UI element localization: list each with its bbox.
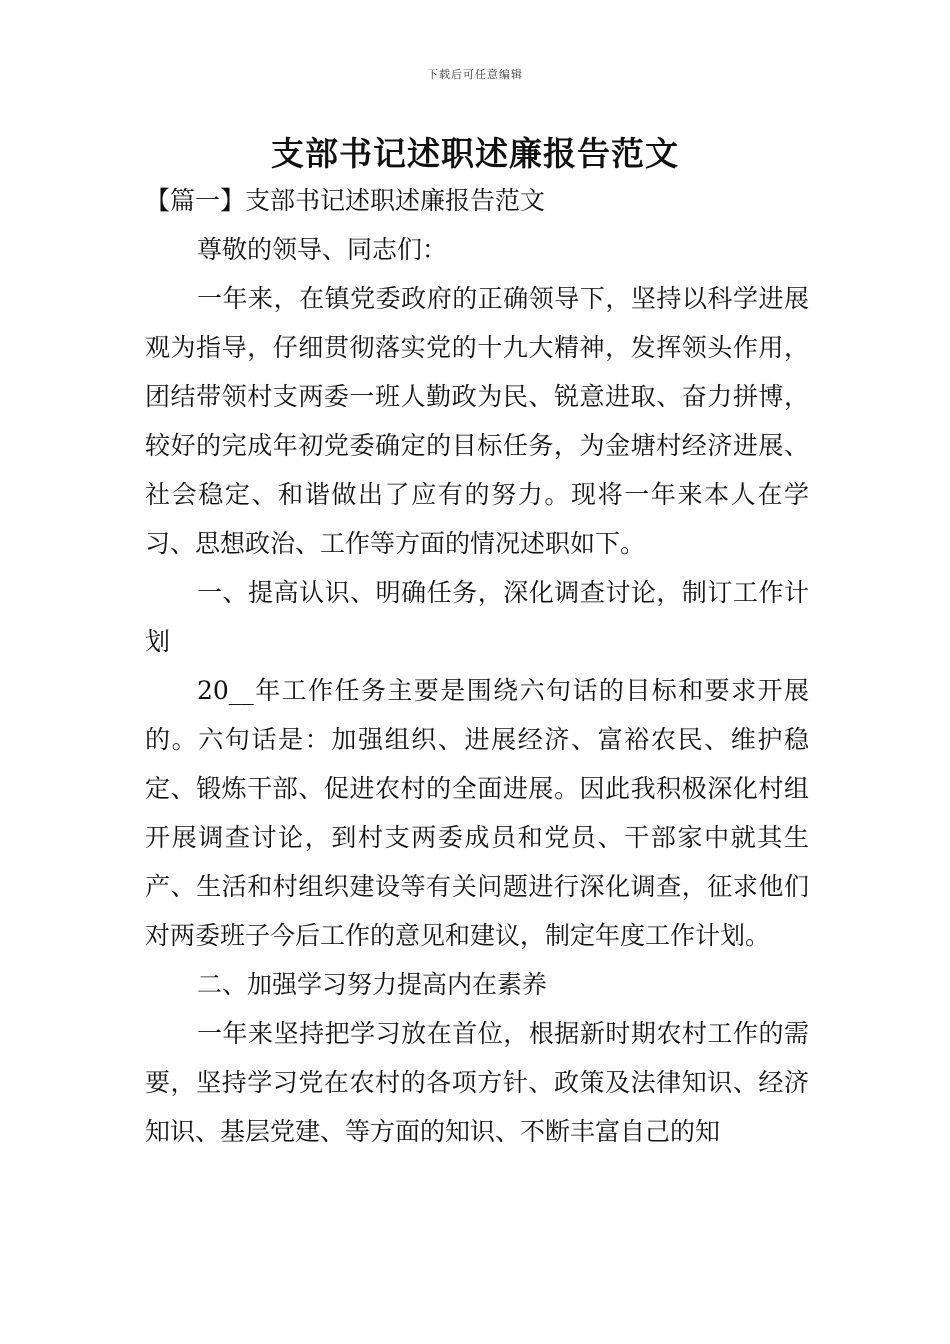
- body-paragraph: 一年来坚持把学习放在首位，根据新时期农村工作的需要，坚持学习党在农村的各项方针、政策及法律知识、经济知识、基层党建、等方面的知识、不断丰富自己的知: [145, 1019, 809, 1146]
- document-title: 支部书记述职述廉报告范文: [271, 134, 679, 173]
- body-paragraph: 一年来，在镇党委政府的正确领导下，坚持以科学进展观为指导，仔细贯彻落实党的十九大精神，发挥领头作用，团结带领村支两委一班人勤政为民、锐意进取、奋力拼博，较好的完成年初党委确定的目标任务，为金塘村经济进展、社会稳定、和谐做出了应有的努力。现将一年来本人在学习、思想政治、工作等方面的情况述职如下。: [145, 284, 809, 558]
- section-heading: 二、加强学习努力提高内在素养: [197, 970, 548, 999]
- salutation-paragraph: 尊敬的领导、同志们：: [197, 235, 448, 264]
- section-label: 【篇一】支部书记述职述廉报告范文: [145, 186, 546, 215]
- section-heading: 一、提高认识、明确任务，深化调查讨论，制订工作计划: [145, 578, 809, 656]
- body-paragraph: 20__年工作任务主要是围绕六句话的目标和要求开展的。六句话是：加强组织、进展经济、富裕农民、维护稳定、锻炼干部、促进农村的全面进展。因此我积极深化村组开展调查讨论，到村支两委成员和党员、干部家中就其生产、生活和村组织建设等有关问题进行深化调查，征求他们对两委班子今后工作的意见和建议，制定年度工作计划。: [145, 676, 809, 950]
- header-note: 下载后可任意编辑: [427, 68, 523, 81]
- document-body: [145, 176, 809, 1156]
